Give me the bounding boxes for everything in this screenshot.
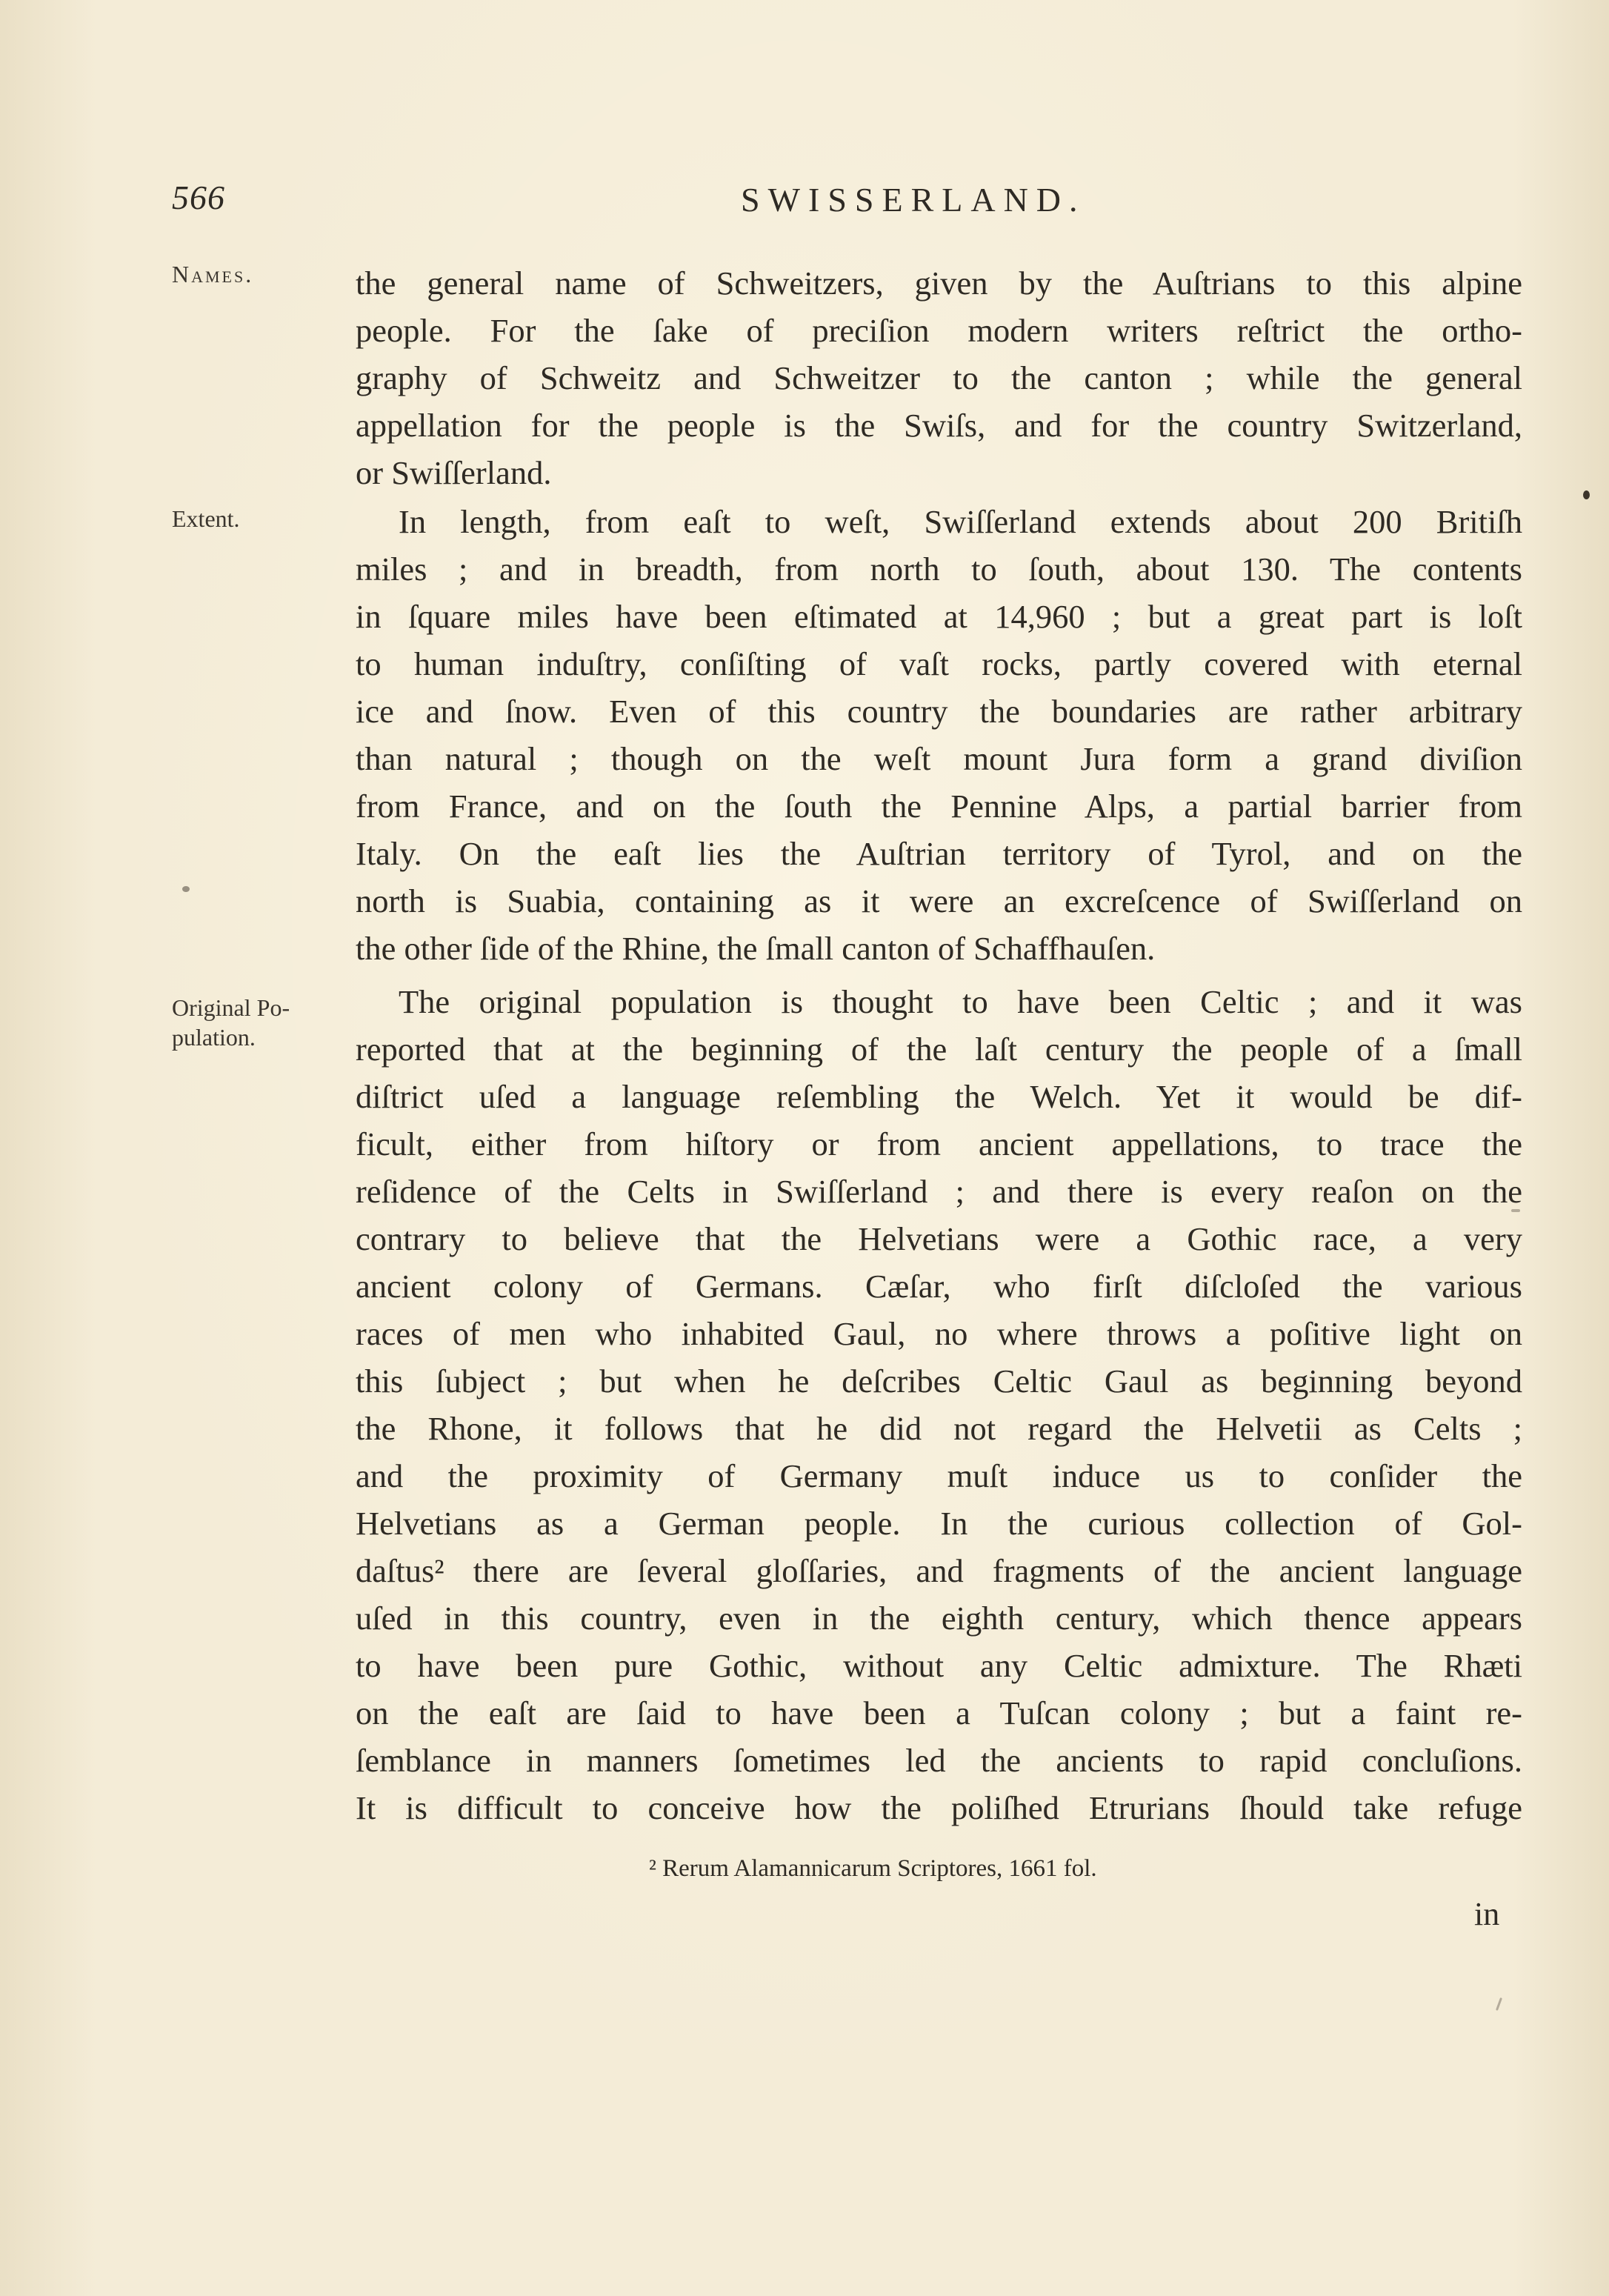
- text-line: the general name of Schweitzers, given by the Auſtrians to this alpine: [356, 264, 1522, 302]
- text-line: than natural ; though on the weſt mount Jura form a grand diviſion: [356, 740, 1522, 777]
- page-number: 566: [172, 179, 225, 216]
- text-line: diſtrict uſed a language reſembling the Welch. Yet it would be dif-: [356, 1078, 1522, 1115]
- text-line: from France, and on the ſouth the Pennine Alps, a partial barrier from: [356, 788, 1522, 825]
- text-line: ice and ſnow. Even of this country the boundaries are rather arbitrary: [356, 693, 1522, 730]
- margin-note-extent: Extent.: [172, 505, 240, 532]
- footnote: ² Rerum Alamannicarum Scriptores, 1661 fol.: [649, 1855, 1097, 1882]
- text-line: reported that at the beginning of the laſt century the people of a ſmall: [356, 1031, 1522, 1068]
- text-line: daſtus² there are ſeveral gloſſaries, and fragments of the ancient language: [356, 1552, 1522, 1589]
- text-line: on the eaſt are ſaid to have been a Tuſcan colony ; but a faint re-: [356, 1694, 1522, 1731]
- text-line: ancient colony of Germans. Cæſar, who firſt diſcloſed the various: [356, 1268, 1522, 1305]
- text-line: contrary to believe that the Helvetians were a Gothic race, a very: [356, 1220, 1522, 1257]
- paper-mark: [1511, 1209, 1520, 1212]
- text-line: to have been pure Gothic, without any Celtic admixture. The Rhæti: [356, 1647, 1522, 1684]
- margin-note-population: [172, 993, 290, 1052]
- paper-mark: [1496, 1997, 1502, 2011]
- text-line: graphy of Schweitz and Schweitzer to the canton ; while the general: [356, 359, 1522, 396]
- text-line: In length, from eaſt to weſt, Swiſſerland extends about 200 Britiſh: [399, 503, 1522, 540]
- ink-speck: [182, 886, 190, 892]
- text-line: uſed in this country, even in the eighth century, which thence appears: [356, 1600, 1522, 1637]
- text-line: the Rhone, it follows that he did not regard the Helvetii as Celts ;: [356, 1410, 1522, 1447]
- text-line: ſemblance in manners ſometimes led the ancients to rapid concluſions.: [356, 1742, 1522, 1779]
- text-line: ficult, either from hiſtory or from ancient appellations, to trace the: [356, 1125, 1522, 1162]
- text-line: people. For the ſake of preciſion modern writers reſtrict the ortho-: [356, 312, 1522, 349]
- ink-speck: [1583, 490, 1590, 499]
- margin-note-names: Names.: [172, 261, 254, 287]
- running-head: SWISSERLAND.: [741, 181, 1086, 219]
- text-line: this ſubject ; but when he deſcribes Celtic Gaul as beginning beyond: [356, 1362, 1522, 1400]
- text-line: to human induſtry, conſiſting of vaſt rocks, partly covered with eternal: [356, 645, 1522, 682]
- margin-note-population-line: pulation.: [172, 1024, 256, 1051]
- text-line: Italy. On the eaſt lies the Auſtrian territory of Tyrol, and on the: [356, 835, 1522, 872]
- text-line: miles ; and in breadth, from north to ſouth, about 130. The contents: [356, 550, 1522, 588]
- text-line: the other ſide of the Rhine, the ſmall canton of Schaffhauſen.: [356, 930, 1156, 967]
- text-line: The original population is thought to have been Celtic ; and it was: [399, 983, 1522, 1020]
- margin-note-population-line: Original Po-: [172, 994, 290, 1021]
- catchword: in: [1474, 1896, 1500, 1932]
- text-line: races of men who inhabited Gaul, no where throws a poſitive light on: [356, 1315, 1522, 1352]
- text-line: or Swiſſerland.: [356, 454, 552, 491]
- text-line: Helvetians as a German people. In the curious collection of Gol-: [356, 1505, 1522, 1542]
- text-line: It is difficult to conceive how the poliſhed Etrurians ſhould take refuge: [356, 1789, 1522, 1826]
- text-line: reſidence of the Celts in Swiſſerland ; and there is every reaſon on the: [356, 1173, 1522, 1210]
- text-line: in ſquare miles have been eſtimated at 14,960 ; but a great part is loſt: [356, 598, 1522, 635]
- text-line: appellation for the people is the Swiſs, and for the country Switzerland,: [356, 407, 1522, 444]
- text-line: north is Suabia, containing as it were an excreſcence of Swiſſerland on: [356, 882, 1522, 919]
- text-line: and the proximity of Germany muſt induce us to conſider the: [356, 1457, 1522, 1494]
